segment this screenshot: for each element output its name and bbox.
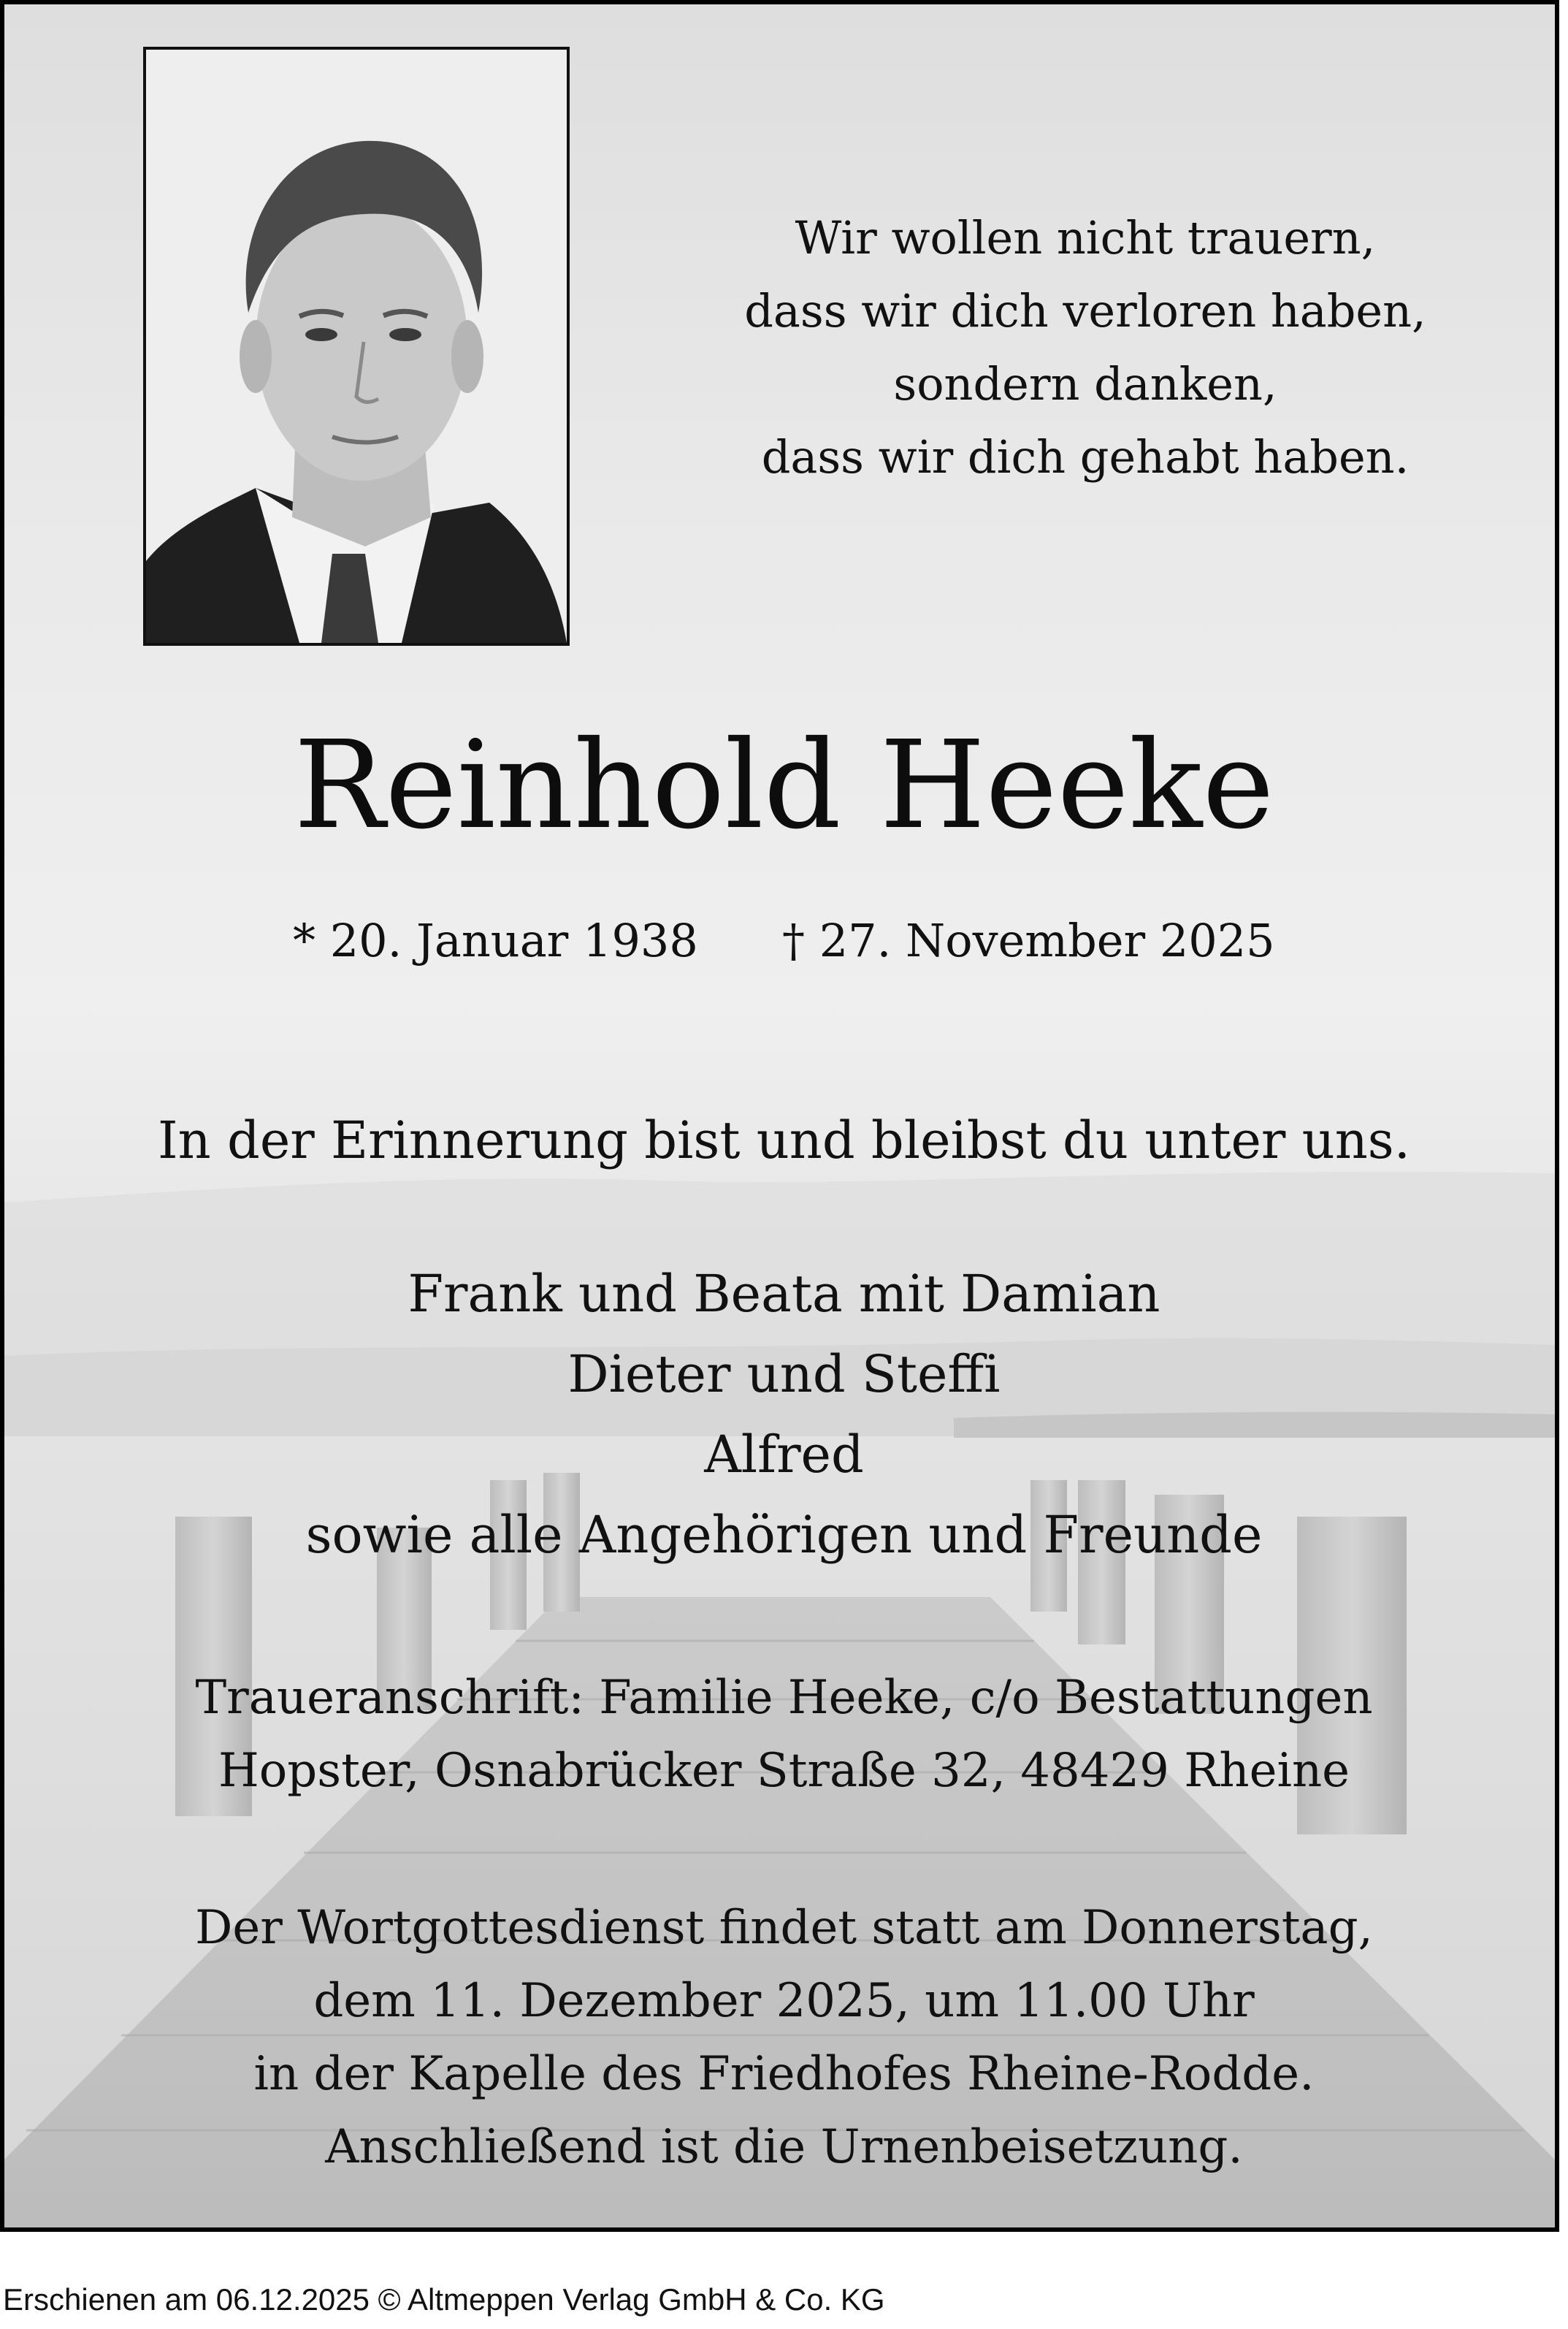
deceased-name: Reinhold Heeke — [294, 715, 1274, 856]
family-line: sowie alle Angehörigen und Freunde — [305, 1505, 1263, 1565]
family-block — [4, 1254, 1559, 1575]
service-info — [4, 1891, 1559, 2184]
birth-date: * 20. Januar 1938 — [293, 914, 698, 967]
death-date: † 27. November 2025 — [782, 914, 1275, 967]
address-line: Traueranschrift: Familie Heeke, c/o Bestattungen — [195, 1671, 1373, 1725]
family-line: Frank und Beata mit Damian — [408, 1264, 1160, 1324]
portrait-illustration — [146, 50, 567, 643]
mourning-address — [4, 1661, 1559, 1807]
poem-line: Wir wollen nicht trauern, — [795, 211, 1376, 264]
service-line: Anschließend ist die Urnenbeisetzung. — [325, 2120, 1243, 2174]
publication-footer: Erschienen am 06.12.2025 © Altmeppen Verlag GmbH & Co. KG — [3, 2282, 885, 2317]
service-line: in der Kapelle des Friedhofes Rheine-Rodde. — [253, 2047, 1315, 2101]
poem-block — [647, 202, 1523, 494]
service-line: Der Wortgottesdienst findet statt am Donnerstag, — [195, 1901, 1373, 1955]
poem-line: dass wir dich gehabt haben. — [761, 430, 1410, 484]
memory-line: In der Erinnerung bist und bleibst du unter uns. — [158, 1110, 1410, 1170]
poem-line: dass wir dich verloren haben, — [744, 284, 1426, 338]
portrait-photo — [143, 47, 570, 646]
family-line: Alfred — [704, 1425, 864, 1484]
address-line: Hopster, Osnabrücker Straße 32, 48429 Rheine — [218, 1744, 1350, 1798]
family-line: Dieter und Steffi — [567, 1344, 1001, 1404]
service-line: dem 11. Dezember 2025, um 11.00 Uhr — [313, 1974, 1255, 2028]
poem-line: sondern danken, — [893, 357, 1277, 411]
